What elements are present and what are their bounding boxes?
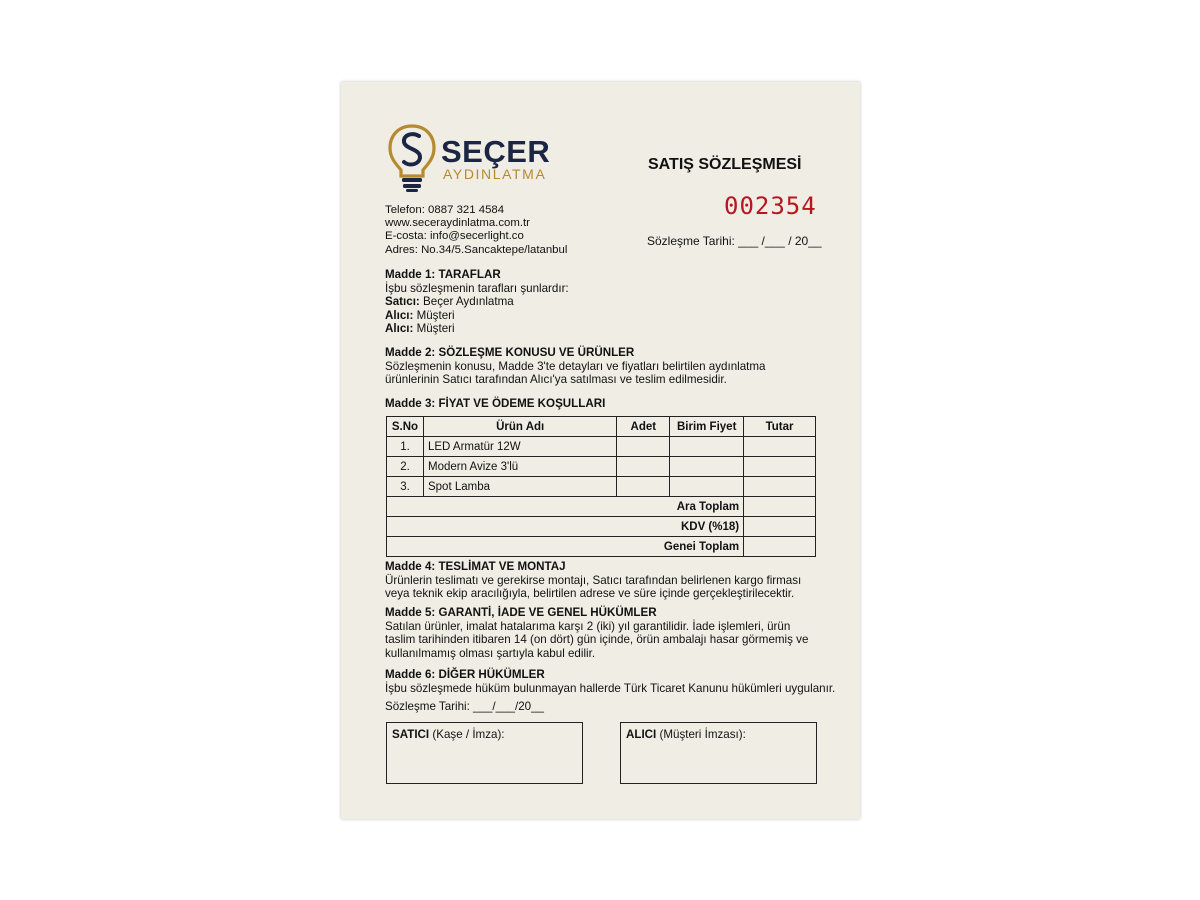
- subtotal-row: [387, 497, 816, 517]
- article-1-heading: Madde 1: TARAFLAR: [385, 268, 501, 281]
- article-5-heading: Madde 5: GARANTİ, İADE VE GENEL HÜKÜMLER: [385, 606, 657, 619]
- vat-row: [387, 517, 816, 537]
- buyer-line-2: [385, 322, 845, 336]
- document-title: SATIŞ SÖZLEŞMESİ: [648, 156, 802, 173]
- col-header-unit-price: Birim Fiyet: [670, 417, 744, 437]
- contact-website: www.seceraydinlatma.com.tr: [385, 217, 530, 230]
- row-unit-price-cell[interactable]: [670, 457, 744, 477]
- contract-form: [341, 82, 860, 819]
- buyer-signature-label: ALICI (Müşteri İmzası):: [626, 728, 746, 741]
- seller-line: [385, 295, 845, 309]
- row-qty-cell[interactable]: [617, 477, 670, 497]
- brand-name: SEÇER: [441, 134, 551, 169]
- company-logo: [386, 122, 566, 198]
- grand-total-label: Genei Toplam: [387, 537, 744, 557]
- article-3: [385, 397, 845, 411]
- article-5-line-3: kullanılmamış olması şartıyla kabul edilir.: [385, 646, 596, 660]
- subtotal-cell[interactable]: [744, 497, 816, 517]
- seller-signature-box[interactable]: [386, 722, 583, 784]
- col-header-no: S.No: [387, 417, 424, 437]
- row-total-cell[interactable]: [744, 437, 816, 457]
- contact-address: Adres: No.34/5.Sancaktepe/latanbul: [385, 243, 568, 256]
- article-5-line-1: Satılan ürünler, imalat hatalarıma karşı 2 (iki) yıl garantilidir. İade işlemleri, ürün: [385, 619, 791, 633]
- article-6: [385, 668, 845, 695]
- article-5-line-2: taslim tarihinden itibaren 14 (on dört) gün içinde, örün ambalajı hasar görmemiş ve: [385, 633, 809, 647]
- row-total-cell[interactable]: [744, 457, 816, 477]
- article-2-line-2: ürünlerinin Satıcı tarafından Alıcı'ya satılması ve teslim edilmesidir.: [385, 373, 727, 387]
- grand-total-row: [387, 537, 816, 557]
- col-header-total: Tutar: [744, 417, 816, 437]
- article-4-line-1: Ürünlerin teslimatı ve gerekirse montajı, Satıcı tarafından belirlenen kargo firması: [385, 573, 802, 587]
- table-row: [387, 477, 816, 497]
- contact-info: [385, 204, 567, 257]
- grand-total-cell[interactable]: [744, 537, 816, 557]
- buyer-value-2: Müşteri: [413, 322, 455, 336]
- buyer-label: Alıcı:: [385, 308, 414, 322]
- seller-label: Satıcı:: [385, 295, 420, 309]
- row-no: 3.: [387, 477, 424, 497]
- row-total-cell[interactable]: [744, 477, 816, 497]
- table-row: [387, 457, 816, 477]
- price-table: [386, 416, 816, 557]
- vat-cell[interactable]: [744, 517, 816, 537]
- subtotal-label: Ara Toplam: [387, 497, 744, 517]
- article-4: [385, 560, 845, 601]
- table-row: [387, 437, 816, 457]
- article-3-heading: Madde 3: FİYAT VE ÖDEME KOŞULLARI: [385, 397, 606, 410]
- brand-subtitle: AYDINLATMA: [443, 166, 547, 182]
- contact-phone: Telefon: 0887 321 4584: [385, 204, 505, 216]
- article-4-heading: Madde 4: TESLİMAT VE MONTAJ: [385, 560, 566, 573]
- row-qty-cell[interactable]: [617, 437, 670, 457]
- document-number: 002354: [724, 192, 817, 220]
- article-1: [385, 268, 845, 336]
- article-5: [385, 606, 845, 660]
- contract-date-bottom: Sözleşme Tarihi: ___/___/20__: [385, 700, 544, 713]
- contract-date-top: Sözleşme Tarihi: ___ /___ / 20__: [647, 234, 822, 248]
- row-product: Modern Avize 3'lü: [423, 457, 616, 477]
- seller-value: Beçer Aydınlatma: [419, 295, 514, 309]
- row-qty-cell[interactable]: [617, 457, 670, 477]
- article-4-line-2: veya teknik ekip aracılığıyla, belirtilen adrese ve süre içinde gerçekleştirilecektir.: [385, 587, 795, 601]
- row-unit-price-cell[interactable]: [670, 477, 744, 497]
- table-header-row: [387, 417, 816, 437]
- buyer-label-2: Alıcı:: [385, 322, 414, 336]
- lightbulb-icon: [386, 122, 438, 194]
- buyer-signature-box[interactable]: [620, 722, 817, 784]
- row-no: 2.: [387, 457, 424, 477]
- seller-signature-label: SATICI (Kaşe / İmza):: [392, 728, 505, 741]
- contact-email: E-costa: info@secerlight.co: [385, 230, 524, 243]
- row-product: LED Armatür 12W: [423, 437, 616, 457]
- vat-label: KDV (%18): [387, 517, 744, 537]
- col-header-qty: Adet: [617, 417, 670, 437]
- row-no: 1.: [387, 437, 424, 457]
- article-2-heading: Madde 2: SÖZLEŞME KONUSU VE ÜRÜNLER: [385, 346, 635, 359]
- article-1-intro: İşbu sözleşmenin tarafları şunlardır:: [385, 281, 569, 295]
- col-header-product: Ürün Adı: [423, 417, 616, 437]
- buyer-value: Müşteri: [413, 308, 455, 322]
- article-6-heading: Madde 6: DİĞER HÜKÜMLER: [385, 668, 545, 681]
- buyer-line: [385, 309, 845, 323]
- row-product: Spot Lamba: [423, 477, 616, 497]
- article-2-line-1: Sözleşmenin konusu, Madde 3'te detayları ve fiyatları belirtilen aydınlatma: [385, 359, 766, 373]
- article-2: [385, 346, 845, 387]
- row-unit-price-cell[interactable]: [670, 437, 744, 457]
- article-6-line-1: İşbu sözleşmede hüküm bulunmayan hallerde Türk Ticaret Kanunu hükümleri uygulanır.: [385, 681, 836, 695]
